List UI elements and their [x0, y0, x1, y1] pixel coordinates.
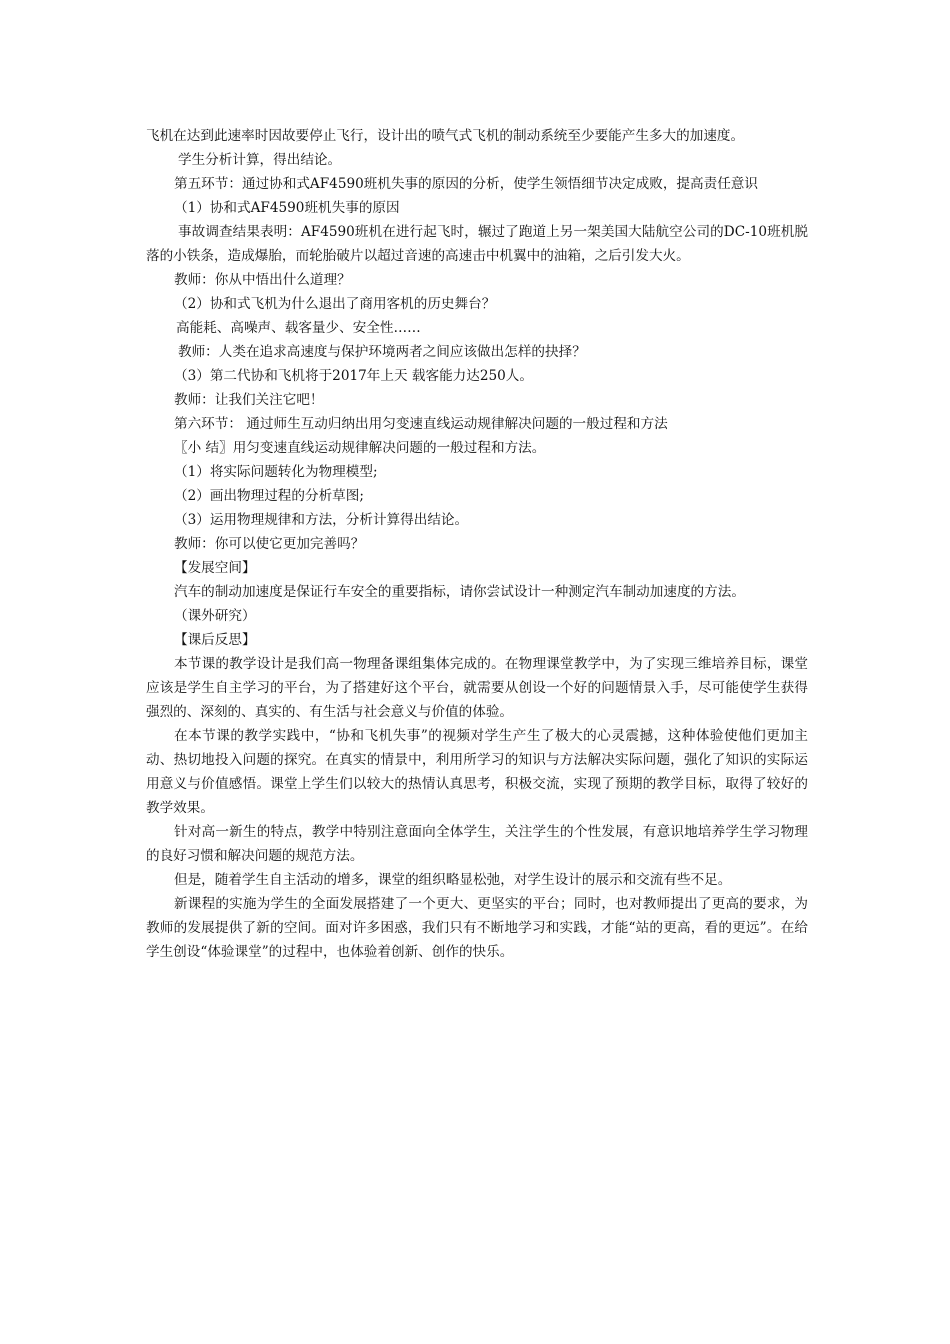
list-item: （2）协和式飞机为什么退出了商用客机的历史舞台？	[174, 296, 496, 312]
summary-heading: 〖小 结〗用匀变速直线运动规律解决问题的一般过程和方法。	[174, 440, 546, 456]
paragraph: 但是，随着学生自主活动的增多，课堂的组织略显松弛，对学生设计的展示和交流有些不足。	[174, 872, 732, 888]
document-body	[146, 124, 808, 964]
paragraph: 针对高一新生的特点，教学中特别注意面向全体学生，关注学生的个性发展，有意识地培养学生学习物理的良好习惯和解决问题的规范方法。	[146, 824, 808, 864]
paragraph: 事故调查结果表明：AF4590班机在进行起飞时，辗过了跑道上另一架美国大陆航空公司的DC-10班机脱落的小铁条，造成爆胎，而轮胎破片以超过音速的高速击中机翼中的油箱，之后引发大火。	[146, 224, 808, 264]
section-heading: 【课后反思】	[174, 632, 256, 648]
text-line: 教师：你从中悟出什么道理？	[174, 272, 351, 288]
list-item: （3）第二代协和飞机将于2017年上天 载客能力达250人。	[174, 368, 533, 384]
list-item: （2）画出物理过程的分析草图;	[174, 488, 364, 504]
paragraph: 在本节课的教学实践中，“协和飞机失事”的视频对学生产生了极大的心灵震撼，这种体验使他们更加主动、热切地投入问题的探究。在真实的情景中，利用所学习的知识与方法解决实际问题，强化了知识的实际运用意义与价值感悟。课堂上学生们以较大的热情认真思考，积极交流，实现了预期的教学目标，取得了较好的教学效果。	[146, 728, 808, 816]
text-line: （课外研究）	[174, 608, 256, 624]
text-line: 高能耗、高噪声、载客量少、安全性……	[176, 320, 421, 336]
paragraph: 本节课的教学设计是我们高一物理备课组集体完成的。在物理课堂教学中，为了实现三维培养目标，课堂应该是学生自主学习的平台，为了搭建好这个平台，就需要从创设一个好的问题情景入手，尽可能使学生获得强烈的、深刻的、真实的、有生活与社会意义与价值的体验。	[146, 656, 808, 720]
section-heading: 第五环节：通过协和式AF4590班机失事的原因的分析，使学生领悟细节决定成败，提高责任意识	[174, 176, 758, 192]
text-line: 教师：让我们关注它吧！	[174, 392, 324, 408]
list-item: （3）运用物理规律和方法，分析计算得出结论。	[174, 512, 469, 528]
list-item: （1）协和式AF4590班机失事的原因	[174, 200, 400, 216]
text-line: 汽车的制动加速度是保证行车安全的重要指标，请你尝试设计一种测定汽车制动加速度的方法。	[174, 584, 745, 600]
text-line: 飞机在达到此速率时因故要停止飞行，设计出的喷气式飞机的制动系统至少要能产生多大的加速度。	[146, 128, 745, 144]
text-line: 学生分析计算，得出结论。	[178, 152, 342, 168]
section-heading: 【发展空间】	[174, 560, 256, 576]
text-line: 教师：你可以使它更加完善吗？	[174, 536, 365, 552]
list-item: （1）将实际问题转化为物理模型;	[174, 464, 378, 480]
text-line: 教师：人类在追求高速度与保护环境两者之间应该做出怎样的抉择？	[178, 344, 586, 360]
paragraph: 新课程的实施为学生的全面发展搭建了一个更大、更坚实的平台；同时，也对教师提出了更高的要求，为教师的发展提供了新的空间。面对许多困惑，我们只有不断地学习和实践，才能“站的更高，看的更远”。在给学生创设“体验课堂”的过程中，也体验着创新、创作的快乐。	[146, 896, 808, 960]
section-heading: 第六环节： 通过师生互动归纳出用匀变速直线运动规律解决问题的一般过程和方法	[174, 416, 668, 432]
